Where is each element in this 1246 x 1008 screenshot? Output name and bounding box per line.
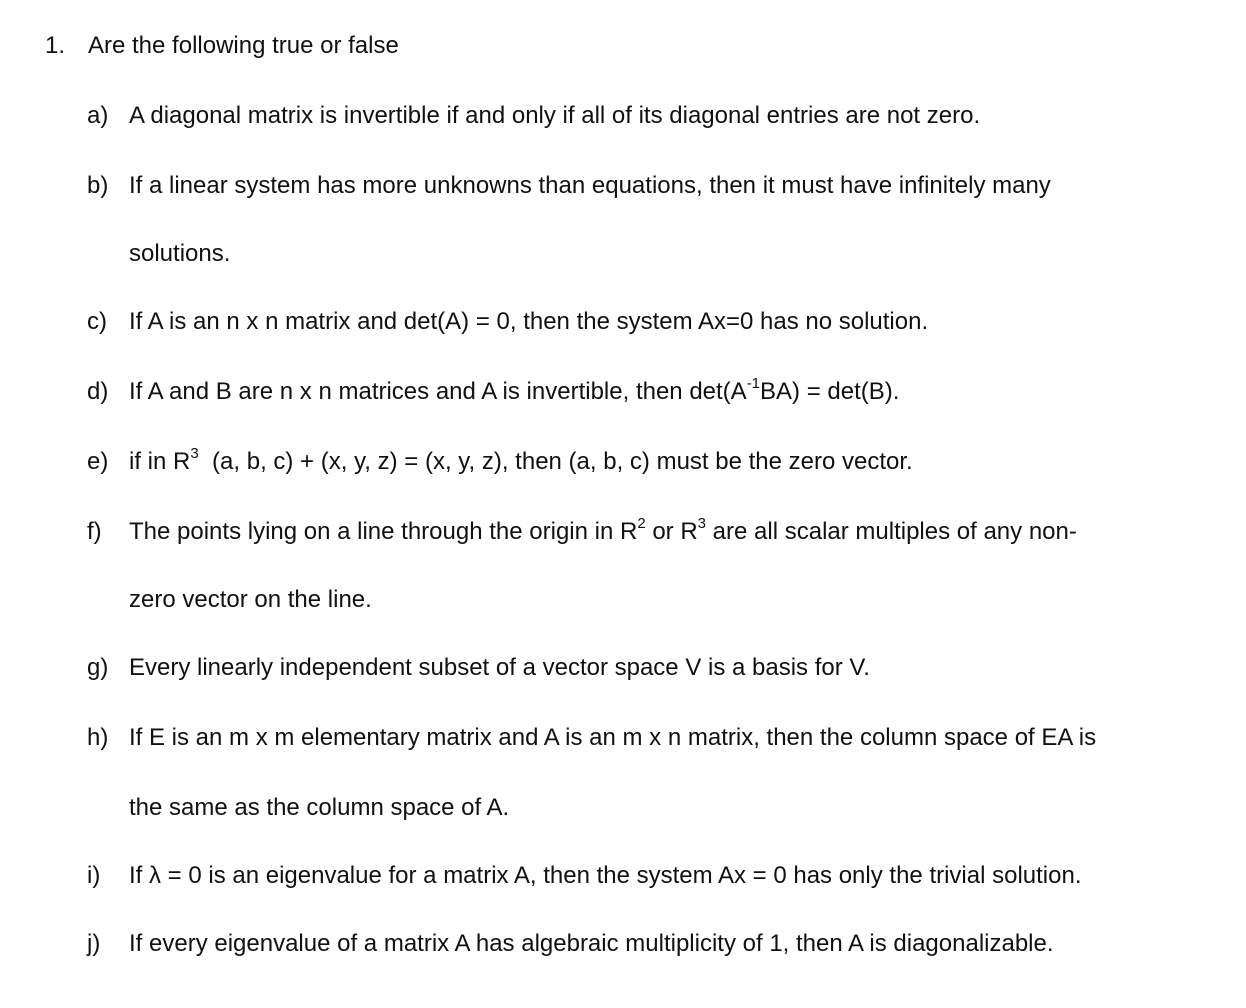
item-text: If E is an m x m elementary matrix and A is an m x n matrix, then the column space of EA is xyxy=(129,724,1097,751)
item-text-continued: the same as the column space of A. xyxy=(129,794,510,821)
item-text: If every eigenvalue of a matrix A has algebraic multiplicity of 1, then A is diagonalizable. xyxy=(129,930,1054,957)
item-text: A diagonal matrix is invertible if and only if all of its diagonal entries are not zero. xyxy=(129,102,981,129)
item-text-mid: or R xyxy=(645,518,698,545)
item-text: If a linear system has more unknowns than equations, then it must have infinitely many xyxy=(129,172,1051,199)
item-text-post: (a, b, c) + (x, y, z) = (x, y, z), then (a, b, c) must be the zero vector. xyxy=(198,448,913,475)
superscript: 3 xyxy=(697,515,707,532)
superscript: -1 xyxy=(746,375,761,392)
item-label: f) xyxy=(87,518,102,545)
item-label: i) xyxy=(87,862,101,889)
item-text-continued: solutions. xyxy=(129,240,231,267)
item-label: d) xyxy=(87,378,109,405)
item-text xyxy=(129,445,913,475)
item-label: a) xyxy=(87,102,109,129)
item-label: h) xyxy=(87,724,109,751)
item-text: If λ = 0 is an eigenvalue for a matrix A, then the system Ax = 0 has only the trivial solution. xyxy=(129,862,1082,889)
question-number: 1. xyxy=(45,32,66,59)
item-text-post: are all scalar multiples of any non- xyxy=(706,518,1077,545)
superscript: 2 xyxy=(637,515,646,532)
item-text-continued: zero vector on the line. xyxy=(129,586,372,613)
item-text-pre: if in R xyxy=(129,448,191,475)
item-text-post: BA) = det(B). xyxy=(760,378,900,405)
superscript: 3 xyxy=(190,445,199,462)
item-label: g) xyxy=(87,654,109,681)
question-title: Are the following true or false xyxy=(88,32,399,59)
item-text: If A is an n x n matrix and det(A) = 0, then the system Ax=0 has no solution. xyxy=(129,308,929,335)
item-text-pre: If A and B are n x n matrices and A is invertible, then det(A xyxy=(129,378,747,405)
item-label: e) xyxy=(87,448,109,475)
item-text: Every linearly independent subset of a vector space V is a basis for V. xyxy=(129,654,870,681)
item-label: j) xyxy=(87,930,101,957)
item-label: c) xyxy=(87,308,107,335)
item-text-pre: The points lying on a line through the origin in R xyxy=(129,518,638,545)
item-text xyxy=(129,375,900,405)
item-text xyxy=(129,515,1077,545)
item-label: b) xyxy=(87,172,109,199)
